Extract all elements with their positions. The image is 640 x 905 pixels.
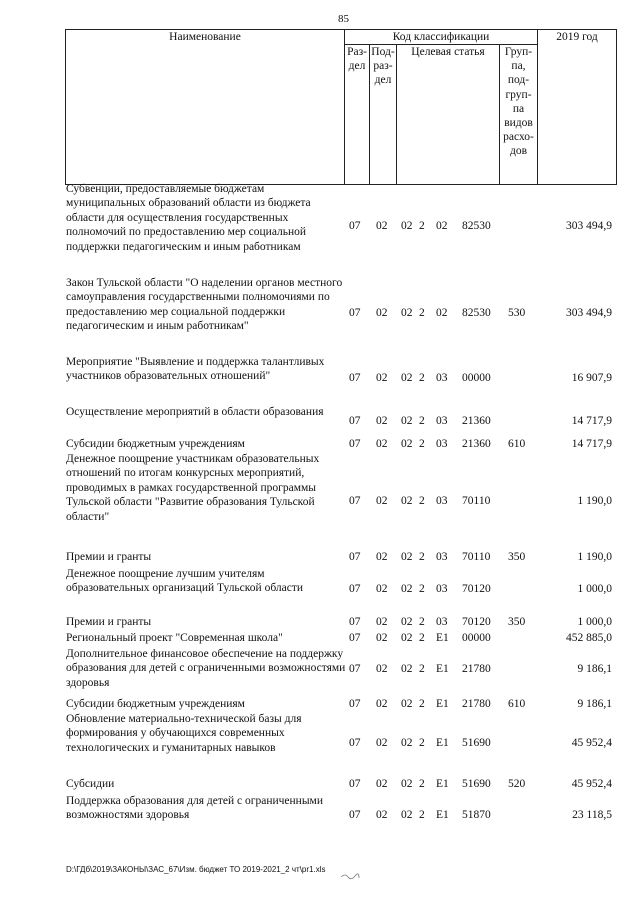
row-target-part3: 03 — [436, 415, 448, 427]
row-podrazdel: 02 — [376, 307, 388, 319]
row-expense-type: 530 — [508, 307, 526, 319]
row-target-part2: 2 — [419, 307, 425, 319]
row-amount: 45 952,4 — [571, 737, 612, 749]
row-target-part3: 02 — [436, 307, 448, 319]
row-target-part4: 21780 — [462, 663, 491, 675]
row-name: Субсидии бюджетным учреждениям — [66, 698, 245, 710]
row-target-part2: 2 — [419, 583, 425, 595]
row-expense-type: 350 — [508, 616, 526, 628]
header-target-cell — [396, 44, 500, 185]
row-target-part3: E1 — [436, 632, 449, 644]
pen-mark — [340, 872, 360, 880]
header-year-cell — [537, 29, 617, 185]
row-target-part3: 03 — [436, 372, 448, 384]
row-target-part1: 02 — [401, 307, 413, 319]
row-target-part4: 00000 — [462, 632, 491, 644]
row-razdel: 07 — [349, 551, 361, 563]
header-target: Целевая статья — [411, 46, 485, 58]
row-name: Осуществление мероприятий в области образования — [66, 406, 324, 418]
row-target-part3: 03 — [436, 551, 448, 563]
row-target-part3: E1 — [436, 809, 449, 821]
row-target-part4: 51690 — [462, 778, 491, 790]
header-group-line: па — [512, 102, 525, 115]
row-podrazdel: 02 — [376, 372, 388, 384]
row-podrazdel: 02 — [376, 438, 388, 450]
row-target-part4: 70110 — [462, 551, 491, 563]
row-amount: 16 907,9 — [571, 372, 612, 384]
row-target-part2: 2 — [419, 415, 425, 427]
row-name: Дополнительное финансовое обеспечение на поддержку образования для детей с ограниченными возможностями здоровья — [66, 648, 346, 689]
row-target-part1: 02 — [401, 583, 413, 595]
row-target-part4: 21360 — [462, 415, 491, 427]
row-target-part1: 02 — [401, 495, 413, 507]
row-expense-type: 610 — [508, 698, 526, 710]
row-podrazdel: 02 — [376, 698, 388, 710]
row-amount: 1 000,0 — [577, 583, 612, 595]
row-razdel: 07 — [349, 495, 361, 507]
row-target-part2: 2 — [419, 438, 425, 450]
header-group-line: па, — [511, 60, 526, 73]
header-podrazdel-line: раз- — [373, 60, 393, 73]
row-razdel: 07 — [349, 438, 361, 450]
row-amount: 9 186,1 — [577, 663, 612, 675]
row-name: Мероприятие "Выявление и поддержка талантливых участников образовательных отношений" — [66, 356, 325, 383]
row-razdel: 07 — [349, 663, 361, 675]
row-target-part1: 02 — [401, 663, 413, 675]
row-podrazdel: 02 — [376, 632, 388, 644]
row-target-part3: E1 — [436, 737, 449, 749]
row-expense-type: 350 — [508, 551, 526, 563]
row-target-part2: 2 — [419, 737, 425, 749]
row-razdel: 07 — [349, 583, 361, 595]
row-target-part3: 03 — [436, 583, 448, 595]
header-name-cell — [65, 29, 345, 185]
row-name: Обновление материально-технической базы для формирования у обучающихся современных технологических и гуманитарных навыков — [66, 713, 302, 754]
row-target-part3: E1 — [436, 698, 449, 710]
row-amount: 303 494,9 — [566, 220, 612, 232]
row-amount: 452 885,0 — [566, 632, 612, 644]
row-target-part4: 00000 — [462, 372, 491, 384]
row-razdel: 07 — [349, 698, 361, 710]
row-razdel: 07 — [349, 616, 361, 628]
row-expense-type: 520 — [508, 778, 526, 790]
row-expense-type: 610 — [508, 438, 526, 450]
row-target-part2: 2 — [419, 495, 425, 507]
header-group-line: видов — [504, 117, 533, 130]
row-razdel: 07 — [349, 220, 361, 232]
header-name: Наименование — [169, 31, 241, 43]
row-podrazdel: 02 — [376, 495, 388, 507]
row-target-part4: 70120 — [462, 583, 491, 595]
row-razdel: 07 — [349, 415, 361, 427]
row-target-part3: E1 — [436, 663, 449, 675]
row-target-part3: 03 — [436, 616, 448, 628]
file-path-footer: D:\ГДб\2019\ЗАКОНЫ\ЗАС_67\Изм. бюджет ТО 2019-2021_2 чт\pr1.xls — [66, 865, 326, 874]
row-podrazdel: 02 — [376, 616, 388, 628]
row-target-part1: 02 — [401, 632, 413, 644]
row-name: Субвенции, предоставляемые бюджетам муниципальных образований области из бюджета области для осуществления государственных полномочий по предоставлению мер социальной поддержки педагогическим и иным работникам — [66, 183, 311, 253]
header-group-line: под- — [507, 74, 530, 87]
row-podrazdel: 02 — [376, 583, 388, 595]
row-target-part1: 02 — [401, 778, 413, 790]
row-podrazdel: 02 — [376, 809, 388, 821]
row-target-part4: 82530 — [462, 307, 491, 319]
row-target-part1: 02 — [401, 698, 413, 710]
header-razdel-line: дел — [348, 60, 366, 73]
row-name: Премии и гранты — [66, 616, 152, 628]
row-podrazdel: 02 — [376, 415, 388, 427]
row-podrazdel: 02 — [376, 778, 388, 790]
header-group — [499, 45, 538, 159]
row-target-part4: 51690 — [462, 737, 491, 749]
row-target-part4: 21780 — [462, 698, 491, 710]
row-name: Премии и гранты — [66, 551, 152, 563]
row-target-part2: 2 — [419, 551, 425, 563]
header-podrazdel — [369, 45, 397, 88]
row-target-part2: 2 — [419, 632, 425, 644]
row-razdel: 07 — [349, 737, 361, 749]
row-razdel: 07 — [349, 372, 361, 384]
row-name: Денежное поощрение участникам образовательных отношений по итогам конкурсных мероприятий, проводимых в рамках государственной программы Тульской области "Развитие образования Тульской области" — [66, 453, 320, 523]
row-target-part3: E1 — [436, 778, 449, 790]
row-target-part4: 51870 — [462, 809, 491, 821]
row-target-part4: 21360 — [462, 438, 491, 450]
header-razdel-line: Раз- — [347, 46, 367, 58]
row-name: Региональный проект "Современная школа" — [66, 632, 283, 644]
row-name: Субсидии бюджетным учреждениям — [66, 438, 245, 450]
row-razdel: 07 — [349, 809, 361, 821]
header-group-line: дов — [509, 145, 528, 158]
row-name: Поддержка образования для детей с ограниченными возможностями здоровья — [66, 795, 323, 822]
row-target-part2: 2 — [419, 372, 425, 384]
header-group-line: Груп- — [504, 46, 533, 58]
row-name: Субсидии — [66, 778, 115, 790]
header-group-line: расхо- — [503, 131, 534, 144]
header-podrazdel-line: Под- — [371, 46, 395, 58]
row-amount: 1 190,0 — [577, 551, 612, 563]
row-razdel: 07 — [349, 632, 361, 644]
row-target-part2: 2 — [419, 220, 425, 232]
row-target-part3: 02 — [436, 220, 448, 232]
row-amount: 1 190,0 — [577, 495, 612, 507]
row-target-part4: 82530 — [462, 220, 491, 232]
row-target-part2: 2 — [419, 698, 425, 710]
row-target-part2: 2 — [419, 809, 425, 821]
row-name: Закон Тульской области "О наделении органов местного самоуправления государственными полномочиями по предоставлению мер социальной поддержки педагогическим и иным работникам" — [66, 277, 343, 333]
row-amount: 14 717,9 — [571, 415, 612, 427]
row-target-part1: 02 — [401, 809, 413, 821]
row-target-part2: 2 — [419, 778, 425, 790]
row-target-part4: 70110 — [462, 495, 491, 507]
row-razdel: 07 — [349, 307, 361, 319]
header-podrazdel-line: дел — [374, 74, 392, 87]
page-number: 85 — [338, 13, 349, 25]
row-target-part3: 03 — [436, 438, 448, 450]
row-target-part2: 2 — [419, 616, 425, 628]
row-amount: 303 494,9 — [566, 307, 612, 319]
row-target-part1: 02 — [401, 220, 413, 232]
row-target-part1: 02 — [401, 737, 413, 749]
row-amount: 9 186,1 — [577, 698, 612, 710]
row-amount: 1 000,0 — [577, 616, 612, 628]
row-amount: 23 118,5 — [572, 809, 612, 821]
row-target-part4: 70120 — [462, 616, 491, 628]
row-podrazdel: 02 — [376, 551, 388, 563]
row-amount: 45 952,4 — [571, 778, 612, 790]
row-target-part2: 2 — [419, 663, 425, 675]
header-group-line: груп- — [505, 88, 532, 101]
row-target-part1: 02 — [401, 616, 413, 628]
header-razdel — [344, 45, 370, 73]
header-code: Код классификации — [392, 31, 490, 43]
header-year: 2019 год — [556, 31, 598, 43]
row-target-part1: 02 — [401, 372, 413, 384]
row-name: Денежное поощрение лучшим учителям образовательных организаций Тульской области — [66, 568, 304, 595]
row-target-part1: 02 — [401, 415, 413, 427]
row-podrazdel: 02 — [376, 737, 388, 749]
row-target-part3: 03 — [436, 495, 448, 507]
row-target-part1: 02 — [401, 551, 413, 563]
row-amount: 14 717,9 — [571, 438, 612, 450]
row-podrazdel: 02 — [376, 663, 388, 675]
row-podrazdel: 02 — [376, 220, 388, 232]
row-target-part1: 02 — [401, 438, 413, 450]
row-razdel: 07 — [349, 778, 361, 790]
